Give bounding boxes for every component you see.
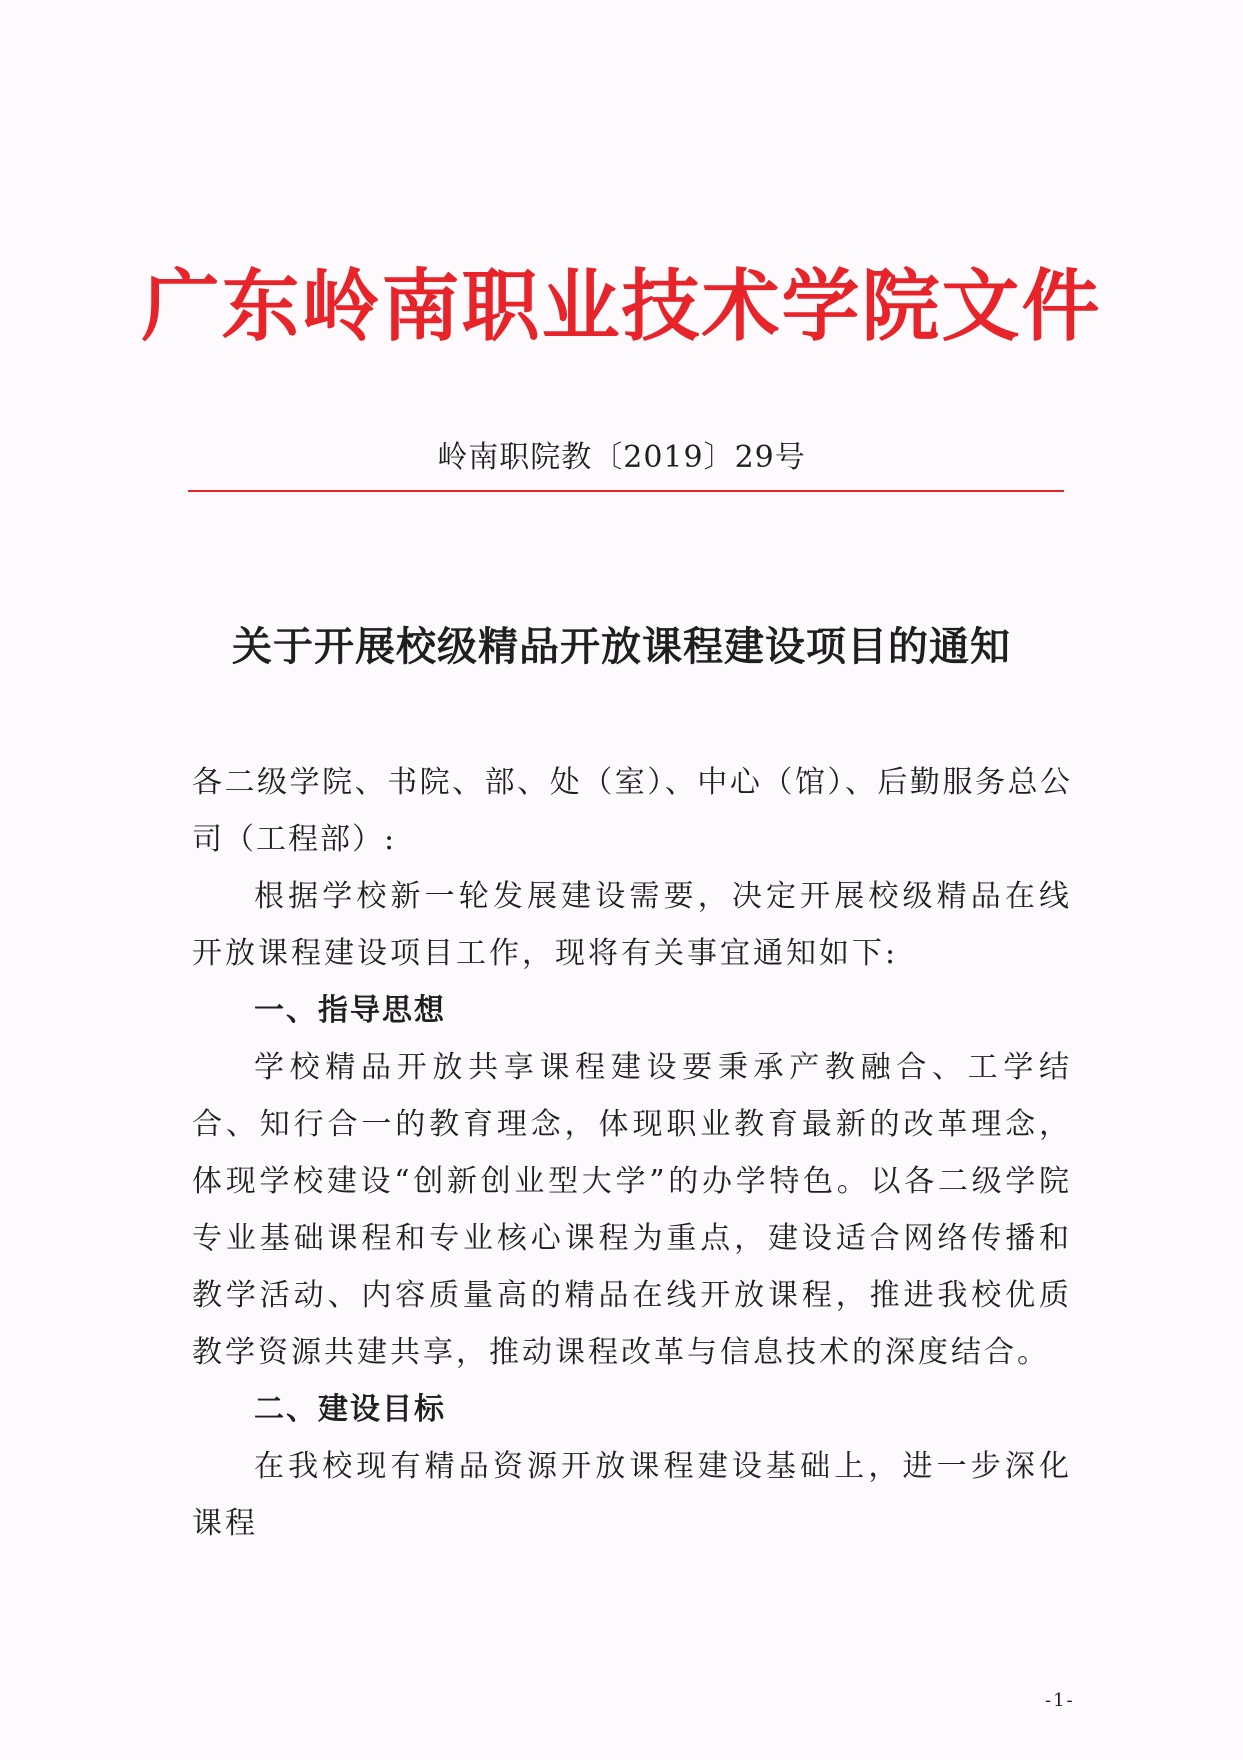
addressee-line: 各二级学院、书院、部、处（室）、中心（馆）、后勤服务总公司（工程部）: (192, 765, 1072, 857)
document-header-title: 广东岭南职业技术学院文件 (141, 261, 1102, 352)
document-body (192, 754, 1072, 1552)
notice-title: 关于开展校级精品开放课程建设项目的通知 (232, 623, 1011, 670)
section-heading-guiding-ideology: 一、指导思想 (254, 993, 446, 1028)
section-paragraph-guiding-ideology: 学校精品开放共享课程建设要秉承产教融合、工学结合、知行合一的教育理念，体现职业教育最新的改革理念，体现学校建设“创新创业型大学”的办学特色。以各二级学院专业基础课程和专业核心课程为重点，建设适合网络传播和教学活动、内容质量高的精品在线开放课程，推进我校优质教学资源共建共享，推动课程改革与信息技术的深度结合。 (192, 1050, 1072, 1370)
section-heading-construction-goals: 二、建设目标 (254, 1392, 446, 1427)
intro-paragraph: 根据学校新一轮发展建设需要，决定开展校级精品在线开放课程建设项目工作，现将有关事宜通知如下: (192, 879, 1072, 971)
page-number: -1- (1045, 1690, 1075, 1711)
document-number: 岭南职院教〔2019〕29号 (437, 440, 806, 475)
red-divider-line (188, 490, 1064, 492)
section-paragraph-construction-goals: 在我校现有精品资源开放课程建设基础上，进一步深化课程 (192, 1449, 1072, 1541)
